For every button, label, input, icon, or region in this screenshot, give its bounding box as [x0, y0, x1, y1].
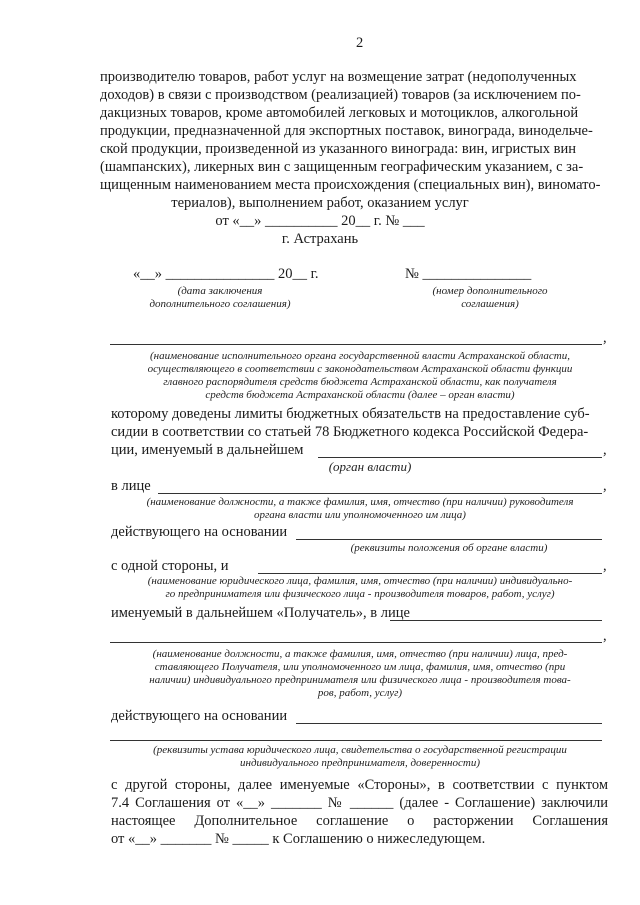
acting-basis-blank-line	[296, 723, 602, 724]
authority-caption: (наименование исполнительного органа государственной власти Астраханской области,	[150, 350, 570, 362]
in-person-caption: (наименование должности, а также фамилия, имя, отчество (при наличии) руководителя	[146, 496, 574, 508]
acting-basis-caption: индивидуального предпринимателя, доверенности)	[239, 757, 481, 769]
page-number: 2	[356, 35, 364, 51]
closing-last-line: от «__» _______ № _____ к Соглашению о нижеследующем.	[111, 831, 486, 847]
header-line: производителю товаров, работ услуг на возмещение затрат (недополученных	[100, 69, 577, 85]
closing-line: настоящее Дополнительное соглашение о расторжении Соглашения	[111, 813, 608, 829]
acting-basis-blank-line-2	[110, 740, 602, 741]
in-person-comma: ,	[603, 478, 607, 494]
recipient-blank-line	[110, 642, 602, 643]
recipient-caption: наличии) индивидуального предпринимателя или физического лица - производителя това-	[149, 674, 571, 686]
acting-basis-label: действующего на основании	[111, 524, 288, 540]
recipient-caption: ров, работ, услуг)	[317, 687, 403, 699]
header-line: продукции, предназначенной для экспортных поставок, винограда, винодельче-	[100, 123, 593, 139]
in-person-blank-line	[158, 493, 602, 494]
date-line: от «__» __________ 20__ г. № ___	[215, 213, 425, 229]
one-side-label: с одной стороны, и	[111, 558, 229, 574]
recipient-caption: ставляющего Получателя, или уполномоченного им лица, фамилия, имя, отчество (при	[154, 661, 566, 673]
in-person-caption: органа власти или уполномоченного им лица)	[254, 509, 466, 521]
one-side-blank-line	[258, 573, 602, 574]
one-side-caption: (наименование юридического лица, фамилия, имя, отчество (при наличии) индивидуально-	[147, 575, 573, 587]
agreement-date: «__» _______________ 20__ г.	[133, 266, 319, 282]
header-line: дакцизных товаров, кроме автомобилей легковых и мотоциклов, алкогольной	[100, 105, 579, 121]
header-line: териалов), выполнением работ, оказанием услуг	[171, 195, 469, 211]
recipient-caption: (наименование должности, а также фамилия, имя, отчество (при наличии) лица, пред-	[152, 648, 568, 660]
closing-line: с другой стороны, далее именуемые «Стороны», в соответствии с пунктом	[111, 777, 608, 793]
acting-basis-label: действующего на основании	[111, 708, 288, 724]
recipient-named: именуемый в дальнейшем «Получатель», в лице	[111, 605, 410, 621]
authority-caption: главного распорядителя средств бюджета Астраханской области, как получателя	[163, 376, 557, 388]
named-blank-line	[318, 457, 602, 458]
header-line: щищенным наименованием места происхождения (специальных вин), виномато-	[100, 177, 601, 193]
named-comma: ,	[603, 442, 607, 458]
authority-comma: ,	[603, 330, 607, 346]
acting-basis-caption: (реквизиты устава юридического лица, свидетельства о государственной регистрации	[153, 744, 567, 756]
authority-blank-line	[110, 344, 602, 345]
city: г. Астрахань	[281, 231, 359, 247]
in-person-label: в лице	[111, 478, 151, 494]
agreement-date-caption: дополнительного соглашения)	[149, 298, 291, 310]
header-line: (шампанских), ликерных вин с защищенным географическим указанием, с за-	[100, 159, 584, 175]
recipient-inline-blank	[390, 620, 602, 621]
agreement-date-caption: (дата заключения	[177, 285, 263, 297]
one-side-caption: го предпринимателя или физического лица - производителя товаров, работ, услуг)	[165, 588, 555, 600]
closing-line: 7.4 Соглашения от «__» _______ № ______ (далее - Соглашение) заключили	[111, 795, 608, 811]
authority-caption: осуществляющего в соответствии с законодательством Астраханской области функции	[147, 363, 573, 375]
acting-basis-blank-line	[296, 539, 602, 540]
acting-basis-caption: (реквизиты положения об органе власти)	[350, 542, 548, 554]
named-caption: (орган власти)	[328, 459, 412, 474]
agreement-number: № _______________	[405, 266, 532, 282]
authority-caption: средств бюджета Астраханской области (далее – орган власти)	[205, 389, 515, 401]
named-prefix: ции, именуемый в дальнейшем	[111, 442, 304, 458]
limits-line: которому доведены лимиты бюджетных обязательств на предоставление суб-	[111, 406, 590, 422]
header-line: доходов) в связи с производством (реализацией) товаров (за исключением по-	[100, 87, 581, 103]
agreement-number-caption: (номер дополнительного	[432, 285, 548, 297]
limits-line: сидии в соответствии со статьей 78 Бюджетного кодекса Российской Федера-	[111, 424, 589, 440]
agreement-number-caption: соглашения)	[461, 298, 519, 310]
one-side-comma: ,	[603, 558, 607, 574]
recipient-comma: ,	[603, 628, 607, 644]
header-line: ской продукции, произведенной из указанного винограда: вин, игристых вин	[100, 141, 576, 157]
